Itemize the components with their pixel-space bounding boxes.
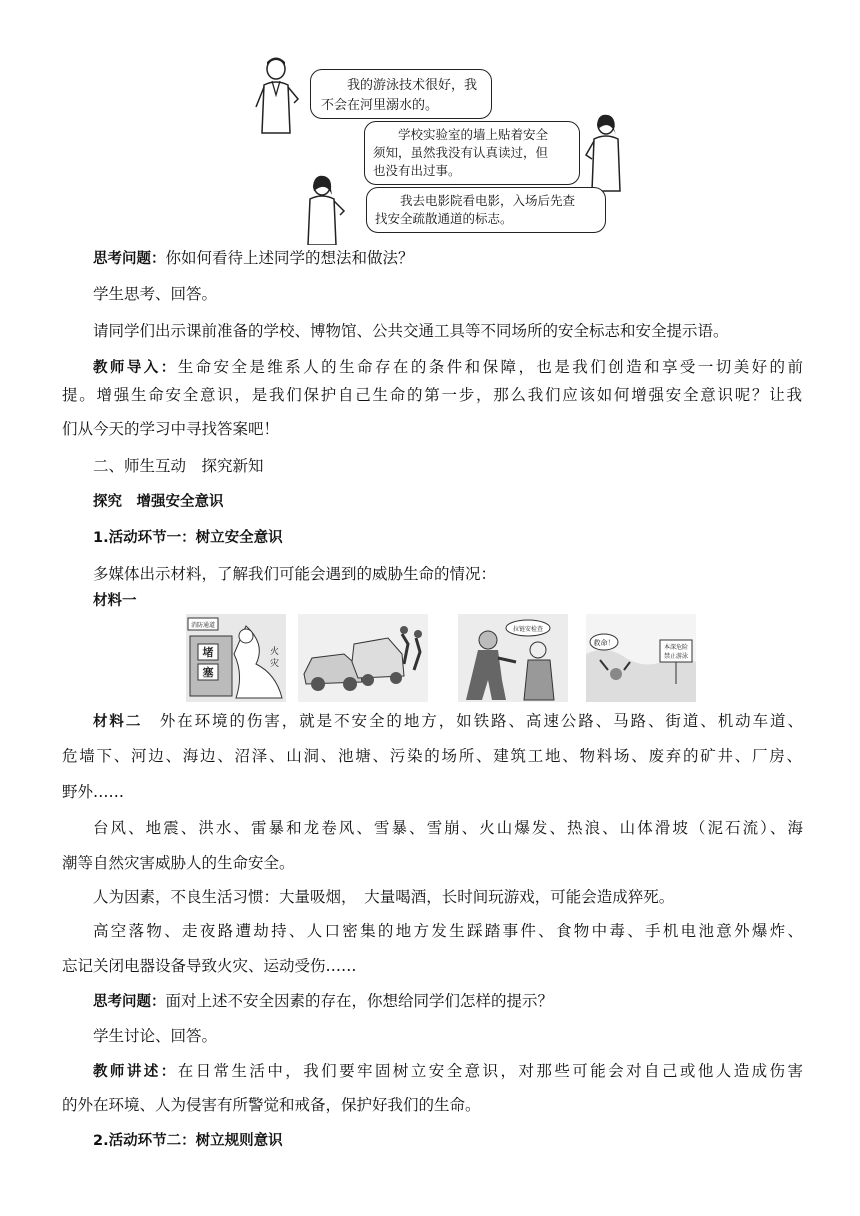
students-dialogue-illustration — [250, 55, 620, 245]
bubble3-line2: 找安全疏散通道的标志。 — [375, 211, 513, 226]
pic1-label-3: 火 — [270, 647, 280, 657]
accident-line2: 忘记关闭电器设备导致火灾、运动受伤…… — [62, 957, 357, 975]
teacher-talk-line1 — [93, 1060, 803, 1083]
student-answer-1: 学生思考、回答。 — [93, 285, 218, 303]
car-accident-picture — [298, 614, 428, 702]
pic4-label-0: 救命！ — [593, 639, 615, 647]
question-1 — [93, 247, 833, 270]
boy-figure-icon — [250, 55, 302, 135]
student-answer-2: 学生讨论、回答。 — [93, 1027, 218, 1045]
pic1-label-4: 灾 — [270, 659, 280, 669]
fire-escape-blocked-picture — [186, 614, 286, 702]
natural-disaster-line2: 潮等自然灾害威胁人的生命安全。 — [62, 854, 295, 872]
human-factor-paragraph: 人为因素，不良生活习惯：大量吸烟， 大量喝酒，长时间玩游戏，可能会造成猝死。 — [93, 888, 675, 906]
pic1-label-0: 消防通道 — [190, 622, 216, 629]
bubble2-line3: 也没有出过事。 — [373, 163, 461, 178]
bubble3-line1: 我去电影院看电影，入场后先查 — [400, 193, 576, 208]
material-1-pictures — [186, 614, 696, 704]
material-2-text-a: 外在环境的伤害，就是不安全的地方，如铁路、高速公路、马路、街道、机动车道、 — [142, 712, 803, 730]
question-1-text: 你如何看待上述同学的想法和做法？ — [165, 249, 414, 267]
question-2-label: 思考问题： — [93, 994, 166, 1010]
pic3-label: 拉链安检查 — [512, 626, 544, 633]
teacher-talk-text-a: 在日常生活中，我们要牢固树立安全意识，对那些可能会对自己或他人造成伤害 — [177, 1062, 803, 1080]
pic1-label-2: 塞 — [202, 666, 214, 679]
material-intro: 多媒体出示材料，了解我们可能会遇到的威胁生命的情况： — [93, 565, 497, 583]
bubble1-line1: 我的游泳技术很好，我 — [347, 78, 478, 93]
teacher-intro-label: 教师导入： — [93, 360, 178, 376]
explore-heading: 探究 增强安全意识 — [93, 494, 224, 510]
girl-figure-2-icon — [302, 173, 348, 245]
accident-line1: 高空落物、走夜路遭劫持、人口密集的地方发生踩踏事件、食物中毒、手机电池意外爆炸、 — [93, 922, 803, 940]
girl-figure-icon — [584, 111, 624, 193]
teacher-talk-line2: 的外在环境、人为侵害有所警觉和戒备，保护好我们的生命。 — [62, 1096, 481, 1114]
question-1-label: 思考问题： — [93, 251, 166, 267]
prep-paragraph: 请同学们出示课前准备的学校、博物馆、公共交通工具等不同场所的安全标志和安全提示语。 — [93, 322, 729, 340]
question-2 — [93, 990, 833, 1013]
bubble2-line1: 学校实验室的墙上贴着安全 — [398, 127, 549, 142]
activity-1-heading: 1.活动环节一：树立安全意识 — [93, 530, 283, 546]
material-2-line2: 危墙下、河边、海边、沼泽、山洞、池塘、污染的场所、建筑工地、物料场、废弃的矿井、厂房、 — [62, 747, 802, 765]
pic4-label-2: 禁止游泳 — [663, 653, 689, 660]
robbery-picture — [458, 614, 568, 702]
section-heading-2: 二、师生互动 探究新知 — [93, 457, 264, 475]
activity-2-heading: 2.活动环节二：树立规则意识 — [93, 1133, 283, 1149]
natural-disaster-line1: 台风、地震、洪水、雷暴和龙卷风、雪暴、雪崩、火山爆发、热浪、山体滑坡（泥石流）、海 — [93, 819, 803, 837]
teacher-intro-line1 — [93, 356, 803, 379]
bubble2-line2: 须知，虽然我没有认真读过，但 — [373, 145, 549, 160]
teacher-talk-label: 教师讲述： — [93, 1064, 178, 1080]
teacher-intro-line2: 提。增强生命安全意识，是我们保护自己生命的第一步，那么我们应该如何增强安全意识呢？让我 — [62, 386, 802, 404]
pic1-label-1: 堵 — [202, 646, 214, 659]
material-2-label: 材料二 — [93, 714, 143, 730]
teacher-intro-text-a: 生命安全是维系人的生命存在的条件和保障，也是我们创造和享受一切美好的前 — [177, 358, 803, 376]
speech-bubble-2 — [364, 121, 580, 185]
speech-bubble-1 — [310, 69, 492, 119]
material-1-label: 材料一 — [93, 593, 137, 609]
teacher-intro-line3: 们从今天的学习中寻找答案吧！ — [62, 420, 280, 438]
pic4-label-1: 本深危险 — [663, 644, 689, 651]
bubble1-line2: 不会在河里溺水的。 — [321, 98, 439, 113]
material-2-line1 — [93, 710, 803, 733]
drowning-picture — [586, 614, 696, 702]
speech-bubble-3 — [366, 187, 606, 233]
material-2-line3: 野外…… — [62, 783, 125, 801]
question-2-text: 面对上述不安全因素的存在，你想给同学们怎样的提示？ — [165, 992, 554, 1010]
